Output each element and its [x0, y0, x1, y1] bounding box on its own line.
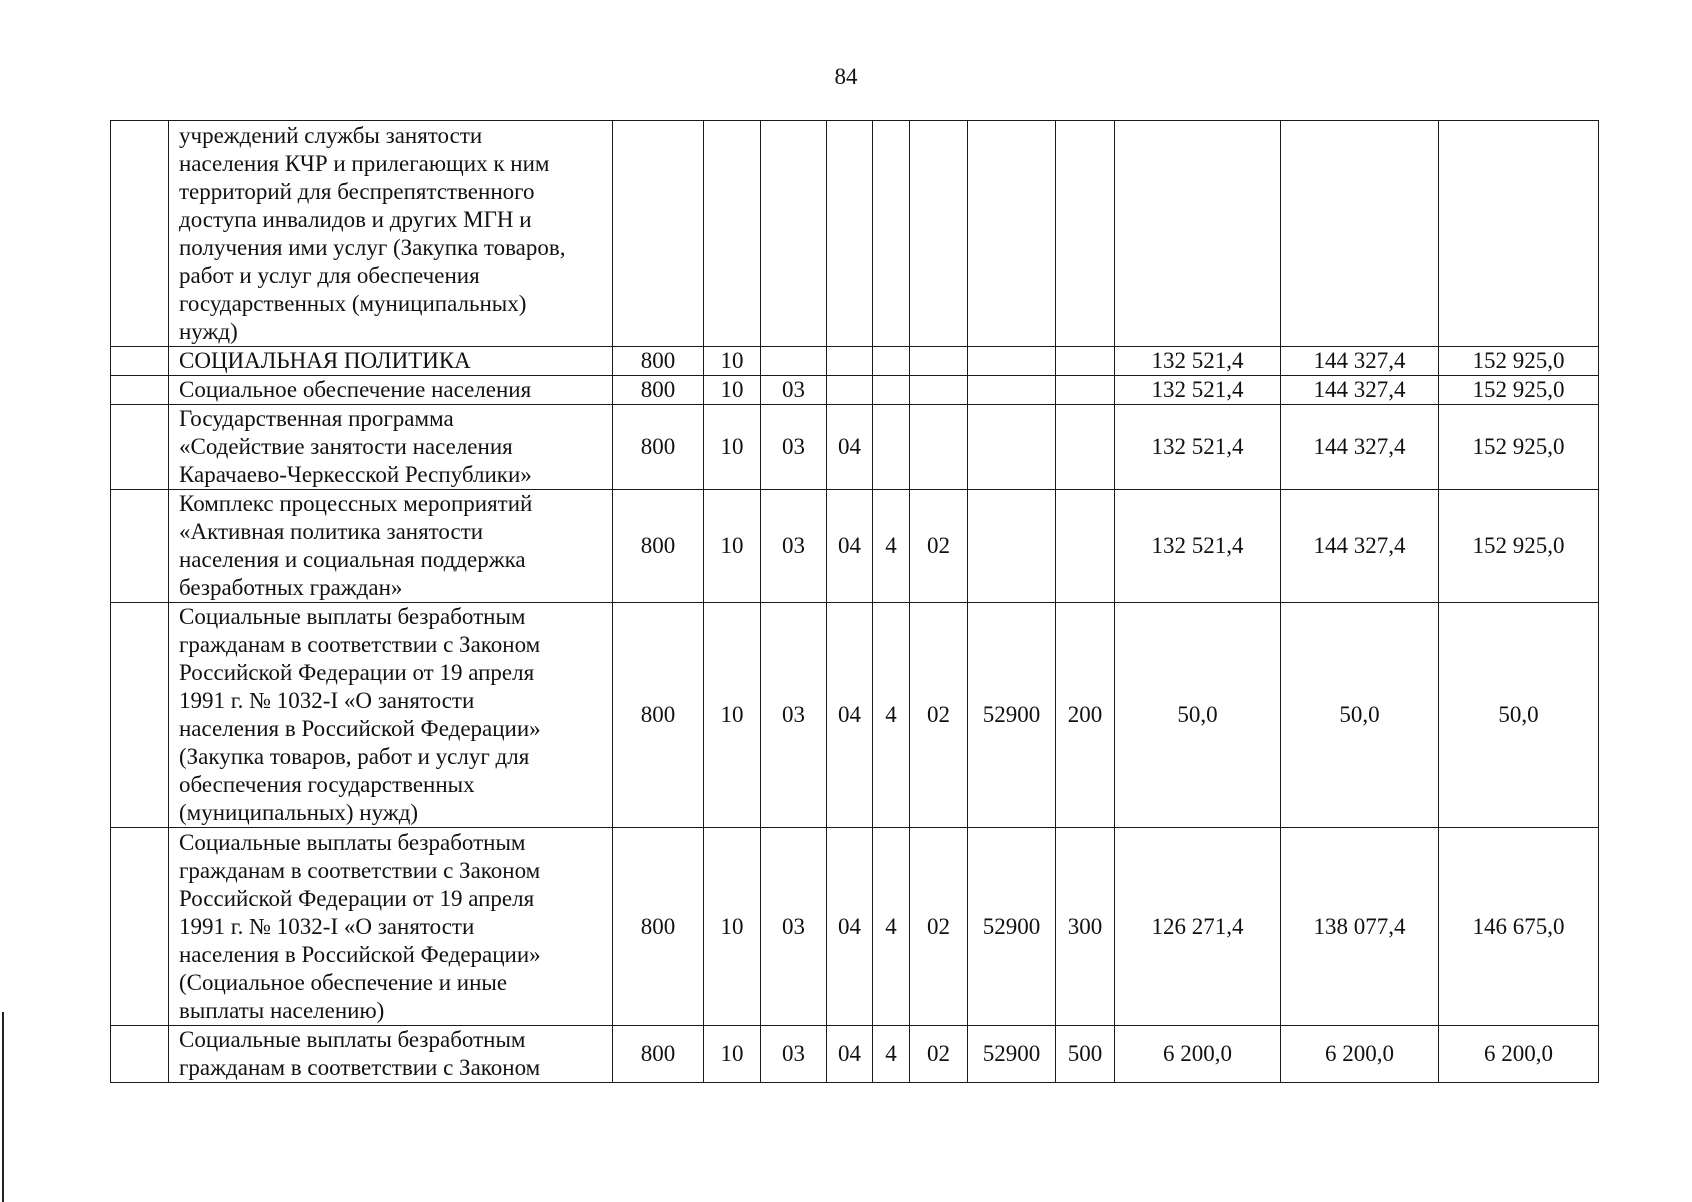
direction-code: [968, 121, 1056, 347]
amount-year-1: 50,0: [1115, 603, 1281, 828]
subprogram-code: 02: [910, 603, 968, 828]
section-code: 10: [704, 1026, 761, 1083]
scan-margin-line: [2, 1012, 4, 1202]
program-type-code: [873, 376, 910, 405]
program-code: 04: [827, 490, 873, 603]
row-name: СОЦИАЛЬНАЯ ПОЛИТИКА: [169, 347, 613, 376]
expense-type-code: [1056, 121, 1115, 347]
program-type-code: 4: [873, 603, 910, 828]
subprogram-code: [910, 376, 968, 405]
amount-year-3: 50,0: [1439, 603, 1599, 828]
row-name: Социальные выплаты безработным гражданам в соответствии с Законом Российской Федерации от 19 апреля 1991 г. № 1032-I «О занятости населения в Российской Федерации» (Закупка товаров, работ и услуг для обеспечения государственных (муниципальных) нужд): [169, 603, 613, 828]
row-name: Социальные выплаты безработным гражданам в соответствии с Законом: [169, 1026, 613, 1083]
amount-year-3: 6 200,0: [1439, 1026, 1599, 1083]
program-type-code: 4: [873, 1026, 910, 1083]
section-code: 10: [704, 405, 761, 490]
page-number: 84: [834, 64, 858, 89]
subsection-code: 03: [761, 376, 827, 405]
ministry-code: 800: [613, 376, 704, 405]
subprogram-code: [910, 121, 968, 347]
expense-type-code: [1056, 347, 1115, 376]
row-name: Социальные выплаты безработным гражданам в соответствии с Законом Российской Федерации от 19 апреля 1991 г. № 1032-I «О занятости населения в Российской Федерации» (Социальное обеспечение и иные выплаты населению): [169, 828, 613, 1026]
expense-type-code: 200: [1056, 603, 1115, 828]
ministry-code: 800: [613, 347, 704, 376]
program-code: 04: [827, 603, 873, 828]
direction-code: [968, 347, 1056, 376]
table-row: [111, 376, 1599, 405]
amount-year-1: 132 521,4: [1115, 405, 1281, 490]
table-row: [111, 828, 1599, 1026]
amount-year-2: 138 077,4: [1281, 828, 1439, 1026]
amount-year-2: 144 327,4: [1281, 376, 1439, 405]
ministry-code: 800: [613, 603, 704, 828]
amount-year-3: 152 925,0: [1439, 490, 1599, 603]
ministry-code: 800: [613, 828, 704, 1026]
expense-type-code: [1056, 405, 1115, 490]
subprogram-code: [910, 347, 968, 376]
direction-code: 52900: [968, 1026, 1056, 1083]
row-number: [111, 121, 169, 347]
subprogram-code: 02: [910, 490, 968, 603]
subprogram-code: 02: [910, 1026, 968, 1083]
amount-year-1: [1115, 121, 1281, 347]
budget-table: [110, 120, 1599, 1083]
section-code: 10: [704, 376, 761, 405]
table-row: [111, 405, 1599, 490]
amount-year-2: 6 200,0: [1281, 1026, 1439, 1083]
subsection-code: 03: [761, 603, 827, 828]
row-number: [111, 490, 169, 603]
row-name: Комплекс процессных мероприятий «Активная политика занятости населения и социальная поддержка безработных граждан»: [169, 490, 613, 603]
program-code: [827, 121, 873, 347]
direction-code: [968, 405, 1056, 490]
amount-year-2: 144 327,4: [1281, 347, 1439, 376]
row-number: [111, 347, 169, 376]
row-name: Социальное обеспечение населения: [169, 376, 613, 405]
row-number: [111, 828, 169, 1026]
direction-code: [968, 490, 1056, 603]
section-code: 10: [704, 603, 761, 828]
amount-year-3: [1439, 121, 1599, 347]
ministry-code: 800: [613, 490, 704, 603]
subsection-code: [761, 121, 827, 347]
amount-year-2: 144 327,4: [1281, 490, 1439, 603]
program-type-code: [873, 121, 910, 347]
program-type-code: 4: [873, 490, 910, 603]
subsection-code: 03: [761, 828, 827, 1026]
subsection-code: 03: [761, 1026, 827, 1083]
amount-year-1: 132 521,4: [1115, 347, 1281, 376]
row-number: [111, 376, 169, 405]
subprogram-code: 02: [910, 828, 968, 1026]
subsection-code: 03: [761, 405, 827, 490]
amount-year-3: 152 925,0: [1439, 405, 1599, 490]
row-number: [111, 405, 169, 490]
row-name: Государственная программа «Содействие занятости населения Карачаево-Черкесской Республики»: [169, 405, 613, 490]
program-type-code: [873, 347, 910, 376]
ministry-code: 800: [613, 405, 704, 490]
section-code: 10: [704, 828, 761, 1026]
expense-type-code: 300: [1056, 828, 1115, 1026]
expense-type-code: [1056, 490, 1115, 603]
subprogram-code: [910, 405, 968, 490]
table-row: [111, 1026, 1599, 1083]
direction-code: [968, 376, 1056, 405]
table-row: [111, 603, 1599, 828]
program-type-code: 4: [873, 828, 910, 1026]
subsection-code: 03: [761, 490, 827, 603]
amount-year-3: 152 925,0: [1439, 347, 1599, 376]
program-code: [827, 376, 873, 405]
ministry-code: [613, 121, 704, 347]
amount-year-2: 50,0: [1281, 603, 1439, 828]
direction-code: 52900: [968, 828, 1056, 1026]
section-code: 10: [704, 347, 761, 376]
program-code: 04: [827, 828, 873, 1026]
section-code: 10: [704, 490, 761, 603]
program-code: 04: [827, 1026, 873, 1083]
amount-year-3: 152 925,0: [1439, 376, 1599, 405]
amount-year-1: 126 271,4: [1115, 828, 1281, 1026]
program-code: 04: [827, 405, 873, 490]
table-row: [111, 347, 1599, 376]
row-number: [111, 1026, 169, 1083]
section-code: [704, 121, 761, 347]
amount-year-2: [1281, 121, 1439, 347]
amount-year-1: 132 521,4: [1115, 490, 1281, 603]
table-row: [111, 490, 1599, 603]
subsection-code: [761, 347, 827, 376]
table-row: [111, 121, 1599, 347]
amount-year-1: 6 200,0: [1115, 1026, 1281, 1083]
expense-type-code: 500: [1056, 1026, 1115, 1083]
amount-year-2: 144 327,4: [1281, 405, 1439, 490]
row-number: [111, 603, 169, 828]
program-type-code: [873, 405, 910, 490]
program-code: [827, 347, 873, 376]
amount-year-1: 132 521,4: [1115, 376, 1281, 405]
expense-type-code: [1056, 376, 1115, 405]
direction-code: 52900: [968, 603, 1056, 828]
row-name: учреждений службы занятости населения КЧР и прилегающих к ним территорий для беспрепятственного доступа инвалидов и других МГН и получения ими услуг (Закупка товаров, работ и услуг для обеспечения государственных (муниципальных) нужд): [169, 121, 613, 347]
ministry-code: 800: [613, 1026, 704, 1083]
amount-year-3: 146 675,0: [1439, 828, 1599, 1026]
